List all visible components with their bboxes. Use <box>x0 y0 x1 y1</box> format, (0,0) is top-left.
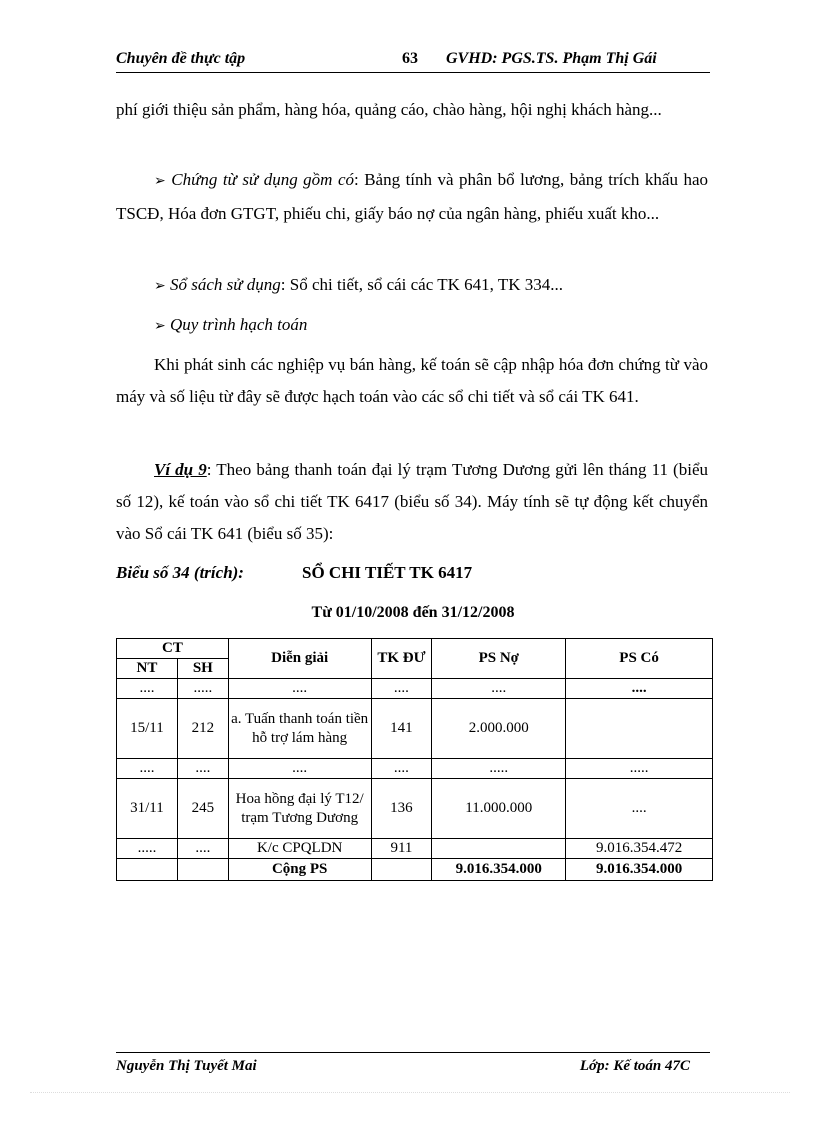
cell <box>566 699 713 759</box>
table-total-row <box>117 859 713 881</box>
cell <box>432 839 566 859</box>
arrow-bullet-icon: ➢ <box>154 319 166 334</box>
cell: 911 <box>371 839 432 859</box>
cell: ..... <box>566 759 713 779</box>
cell: Hoa hồng đại lý T12/ trạm Tương Dương <box>228 779 371 839</box>
total-label: Cộng PS <box>228 859 371 881</box>
cell: 141 <box>371 699 432 759</box>
table-row <box>117 759 713 779</box>
cell: .... <box>566 779 713 839</box>
cell: .... <box>371 679 432 699</box>
table-row <box>117 679 713 699</box>
cell: .... <box>117 679 178 699</box>
footer-class: Lớp: Kế toán 47C <box>579 1058 690 1074</box>
page-footer <box>116 1052 710 1077</box>
bullet-process <box>116 309 708 343</box>
bullet-vouchers-label: Chứng từ sử dụng gồm có <box>171 170 354 189</box>
header-dien-giai: Diễn giải <box>228 639 371 679</box>
header-supervisor: GVHD: PGS.TS. Phạm Thị Gái <box>446 50 657 67</box>
cell: 9.016.354.472 <box>566 839 713 859</box>
cell: ..... <box>432 759 566 779</box>
paragraph-example <box>116 454 708 550</box>
cell: .... <box>117 759 178 779</box>
cell: 136 <box>371 779 432 839</box>
cell: .... <box>228 759 371 779</box>
cell: 31/11 <box>117 779 178 839</box>
page-bottom-divider <box>30 1092 790 1093</box>
table-row <box>117 699 713 759</box>
table-title: SỔ CHI TIẾT TK 6417 <box>302 563 473 582</box>
header-ps-co: PS Có <box>566 639 713 679</box>
cell: ..... <box>117 839 178 859</box>
header-tk-du: TK ĐƯ <box>371 639 432 679</box>
bullet-books-label: Sổ sách sử dụng <box>169 275 281 294</box>
cell: .... <box>228 679 371 699</box>
page-number: 63 <box>402 50 418 67</box>
header-sh: SH <box>177 659 228 679</box>
arrow-bullet-icon: ➢ <box>154 279 166 294</box>
cell: 11.000.000 <box>432 779 566 839</box>
header-ct: CT <box>117 639 229 659</box>
paragraph-intro: phí giới thiệu sản phẩm, hàng hóa, quảng cáo, chào hàng, hội nghị khách hàng... <box>116 100 662 119</box>
cell: 15/11 <box>117 699 178 759</box>
page-header <box>116 50 710 73</box>
table-row <box>117 779 713 839</box>
header-ps-no: PS Nợ <box>432 639 566 679</box>
ledger-table <box>116 638 713 881</box>
cell: .... <box>566 679 713 699</box>
bullet-books-text: : Sổ chi tiết, sổ cái các TK 641, TK 334... <box>280 275 563 294</box>
bullet-process-label: Quy trình hạch toán <box>169 315 308 334</box>
date-range: Từ 01/10/2008 đến 31/12/2008 <box>311 604 515 621</box>
header-title: Chuyên đề thực tập <box>116 50 246 67</box>
total-ps-no: 9.016.354.000 <box>432 859 566 881</box>
cell: .... <box>177 839 228 859</box>
header-nt: NT <box>117 659 178 679</box>
bullet-books <box>116 269 708 303</box>
table-caption <box>116 563 473 583</box>
table-number-label: Biểu số 34 (trích): <box>116 563 244 582</box>
bullet-vouchers-text: : Bảng tính và phân bổ lương, bảng trích khấu hao TSCĐ, Hóa đơn GTGT, phiếu chi, giấy báo nợ của ngân hàng, phiếu xuất kho... <box>116 170 708 223</box>
cell: 245 <box>177 779 228 839</box>
cell: .... <box>371 759 432 779</box>
cell: 212 <box>177 699 228 759</box>
cell: .... <box>177 759 228 779</box>
cell: K/c CPQLDN <box>228 839 371 859</box>
example-label: Ví dụ 9 <box>154 460 207 479</box>
cell: .... <box>432 679 566 699</box>
table-row <box>117 839 713 859</box>
cell: a. Tuấn thanh toán tiền hỗ trợ lám hàng <box>228 699 371 759</box>
cell: ..... <box>177 679 228 699</box>
total-ps-co: 9.016.354.000 <box>566 859 713 881</box>
paragraph-process: Khi phát sinh các nghiệp vụ bán hàng, kế toán sẽ cập nhập hóa đơn chứng từ vào máy và số liệu từ đây sẽ được hạch toán vào các sổ chi tiết và sổ cái TK 641. <box>116 355 708 406</box>
cell: 2.000.000 <box>432 699 566 759</box>
bullet-vouchers <box>116 164 708 230</box>
example-text: : Theo bảng thanh toán đại lý trạm Tương Dương gửi lên tháng 11 (biểu số 12), kế toán vào sổ chi tiết TK 6417 (biểu số 34). Máy tính sẽ tự động kết chuyển vào Sổ cái TK 641 (biểu số 35): <box>116 460 708 543</box>
arrow-bullet-icon: ➢ <box>154 174 166 189</box>
footer-author: Nguyễn Thị Tuyết Mai <box>116 1058 257 1074</box>
